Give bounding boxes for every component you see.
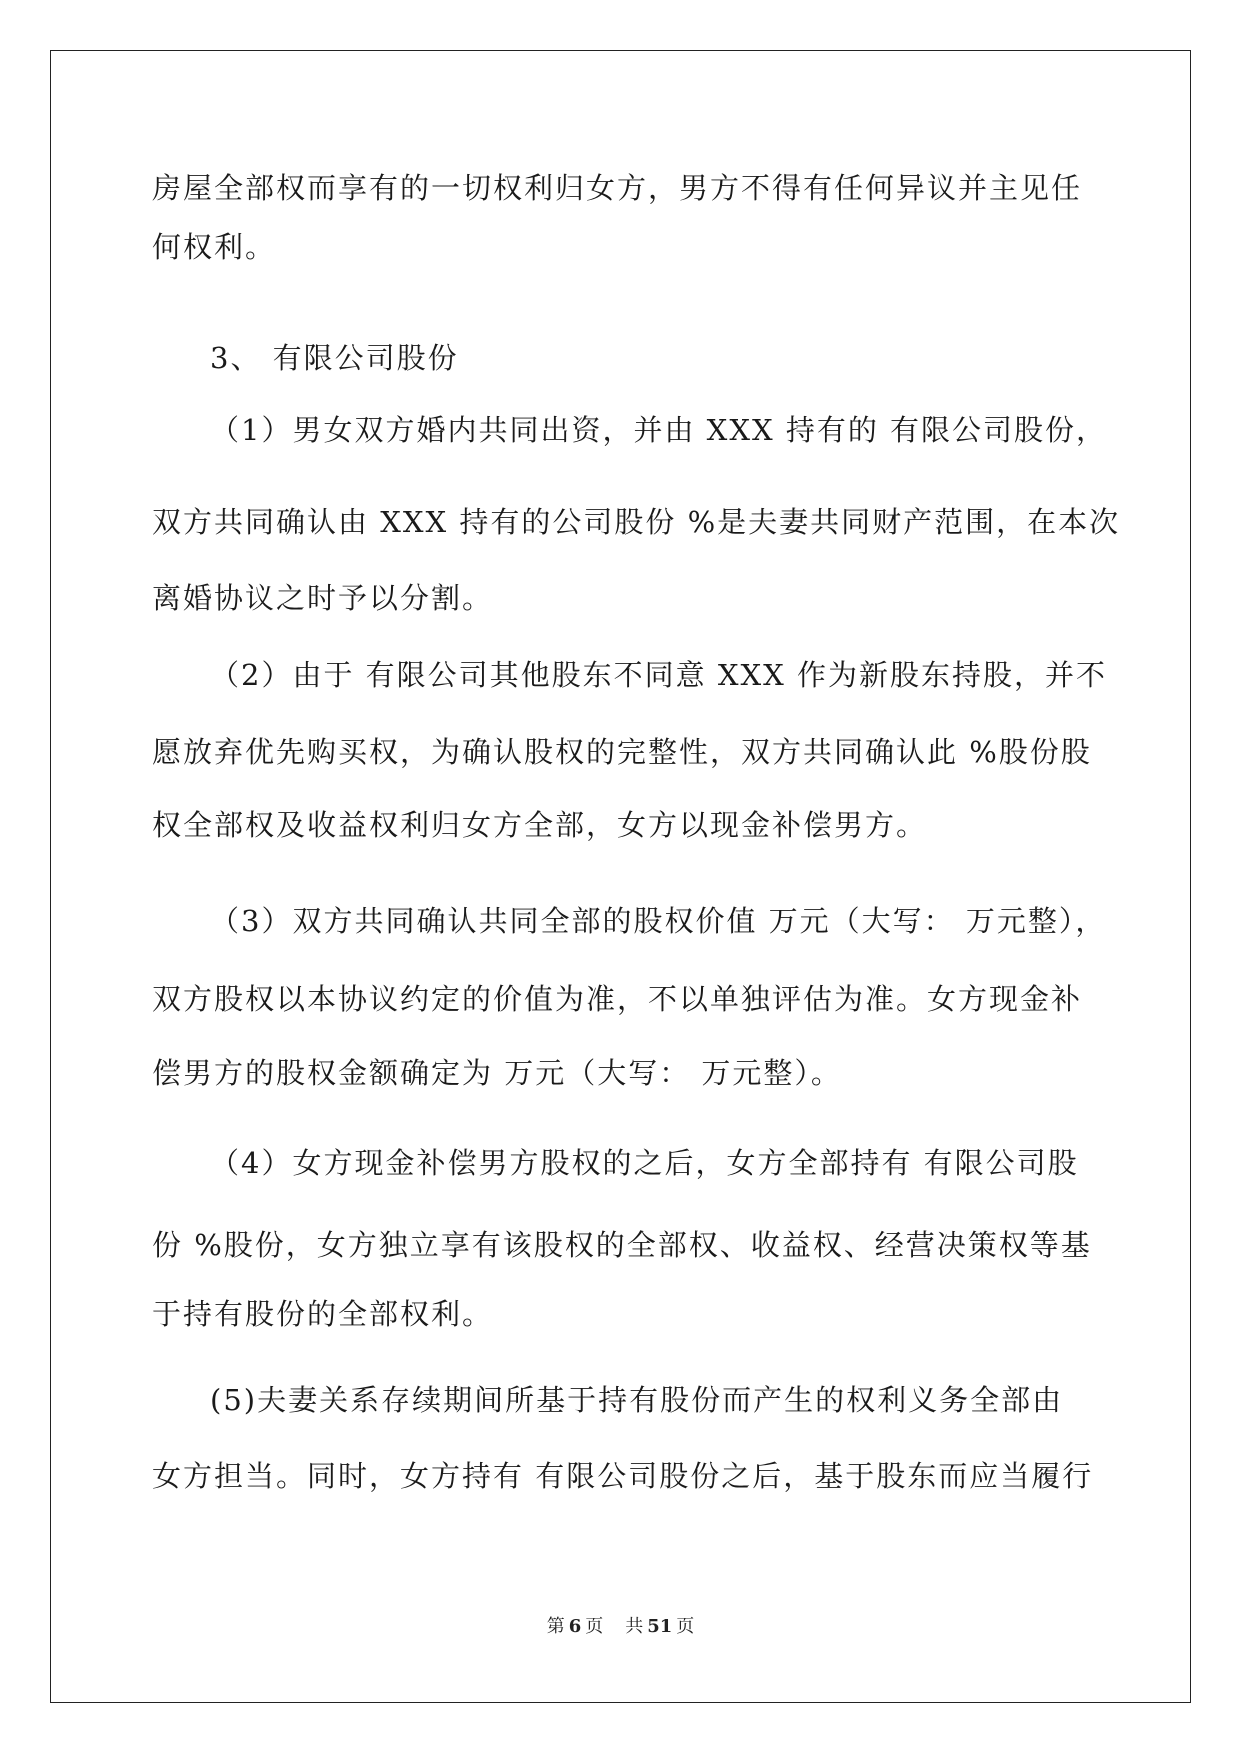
footer-page-number: 6 (568, 1616, 582, 1637)
text-line: （4）女方现金补偿男方股权的之后，女方全部持有 有限公司股 (210, 1146, 1079, 1180)
text-line: 愿放弃优先购买权，为确认股权的完整性，双方共同确认此 %股份股 (152, 735, 1092, 769)
text-line: 女方担当。同时，女方持有 有限公司股份之后，基于股东而应当履行 (152, 1459, 1094, 1493)
text-line: 离婚协议之时予以分割。 (152, 581, 494, 615)
footer-page-prefix: 第 (546, 1616, 565, 1637)
text-line: （2）由于 有限公司其他股东不同意 XXX 作为新股东持股，并不 (210, 658, 1108, 692)
text-line: 偿男方的股权金额确定为 万元（大写： 万元整）。 (152, 1056, 842, 1090)
text-line: （3）双方共同确认共同全部的股权价值 万元（大写： 万元整）， (210, 904, 1107, 938)
footer-page-suffix: 页 (585, 1616, 604, 1637)
footer-total-prefix: 共 (625, 1616, 644, 1637)
text-line: (5)夫妻关系存续期间所基于持有股份而产生的权利义务全部由 (210, 1383, 1064, 1417)
text-line: 双方共同确认由 XXX 持有的公司股份 %是夫妻共同财产范围，在本次 (152, 505, 1121, 539)
text-line: 何权利。 (152, 230, 277, 264)
page-border (50, 50, 1191, 1703)
text-line: 份 %股份，女方独立享有该股权的全部权、收益权、经营决策权等基 (152, 1228, 1092, 1262)
text-line: 双方股权以本协议约定的价值为准，不以单独评估为准。女方现金补 (152, 982, 1083, 1016)
section-heading: 3、 有限公司股份 (210, 341, 459, 375)
footer-total-suffix: 页 (676, 1616, 695, 1637)
text-line: 房屋全部权而享有的一切权利归女方，男方不得有任何异议并主见任 (152, 171, 1083, 205)
text-line: 于持有股份的全部权利。 (152, 1297, 494, 1331)
footer-total-pages: 51 (647, 1616, 673, 1637)
text-line: 权全部权及收益权利归女方全部，女方以现金补偿男方。 (152, 808, 928, 842)
page-footer (0, 1612, 1241, 1638)
text-line: （1）男女双方婚内共同出资，并由 XXX 持有的 有限公司股份， (210, 413, 1108, 447)
